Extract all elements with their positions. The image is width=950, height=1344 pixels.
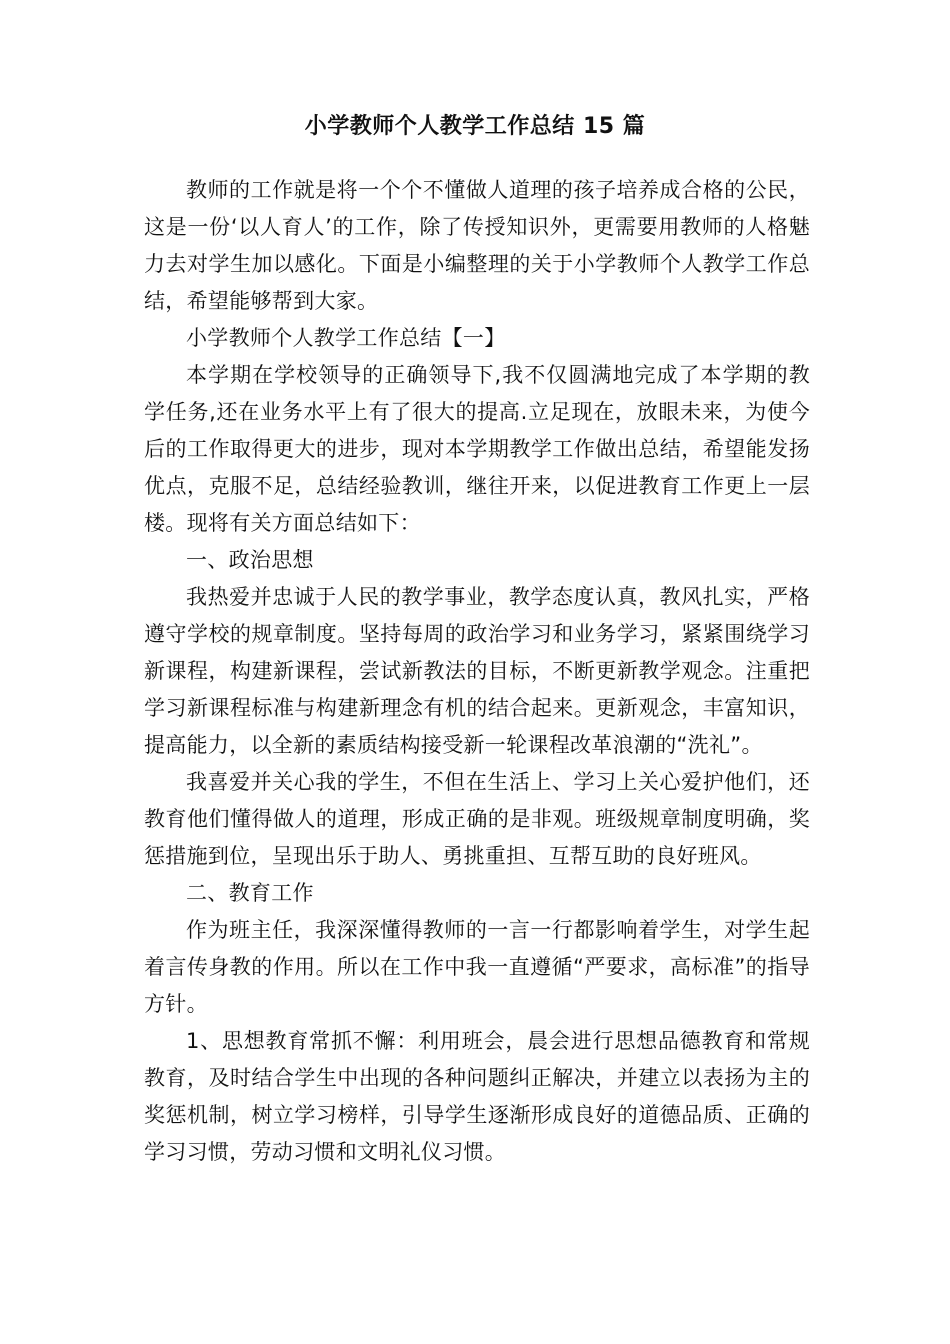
subsection-heading: 二、教育工作 bbox=[186, 881, 314, 905]
intro-paragraph: 教师的工作就是将一个个不懂做人道理的孩子培养成合格的公民，这是一份‘以人育人’的工作，除了传授知识外，更需要用教师的人格魅力去对学生加以感化。下面是小编整理的关于小学教师个人教学工作总结，希望能够帮到大家。 bbox=[144, 178, 810, 313]
document-title: 小学教师个人教学工作总结 15 篇 bbox=[304, 114, 646, 139]
body-paragraph: 我热爱并忠诚于人民的教学事业，教学态度认真，教风扎实，严格遵守学校的规章制度。坚持每周的政治学习和业务学习，紧紧围绕学习新课程，构建新课程，尝试新教法的目标，不断更新教学观念。注重把学习新课程标准与构建新理念有机的结合起来。更新观念，丰富知识，提高能力，以全新的素质结构接受新一轮课程改革浪潮的“洗礼”。 bbox=[144, 585, 810, 757]
body-paragraph: 本学期在学校领导的正确领导下,我不仅圆满地完成了本学期的教学任务,还在业务水平上有了很大的提高.立足现在，放眼未来，为使今后的工作取得更大的进步，现对本学期教学工作做出总结，希望能发扬优点，克服不足，总结经验教训，继往开来，以促进教育工作更上一层楼。现将有关方面总结如下： bbox=[144, 363, 810, 535]
body-paragraph: 作为班主任，我深深懂得教师的一言一行都影响着学生，对学生起着言传身教的作用。所以在工作中我一直遵循“严要求，高标准”的指导方针。 bbox=[144, 918, 810, 1016]
section-heading: 小学教师个人教学工作总结【一】 bbox=[186, 326, 506, 350]
body-paragraph: 我喜爱并关心我的学生，不但在生活上、学习上关心爱护他们，还教育他们懂得做人的道理，形成正确的是非观。班级规章制度明确，奖惩措施到位，呈现出乐于助人、勇挑重担、互帮互助的良好班风。 bbox=[144, 770, 810, 868]
body-paragraph: 1、思想教育常抓不懈：利用班会，晨会进行思想品德教育和常规教育，及时结合学生中出现的各种问题纠正解决，并建立以表扬为主的奖惩机制，树立学习榜样，引导学生逐渐形成良好的道德品质、正确的学习习惯，劳动习惯和文明礼仪习惯。 bbox=[144, 1029, 810, 1164]
subsection-heading: 一、政治思想 bbox=[186, 548, 314, 572]
document-body bbox=[144, 172, 810, 1171]
